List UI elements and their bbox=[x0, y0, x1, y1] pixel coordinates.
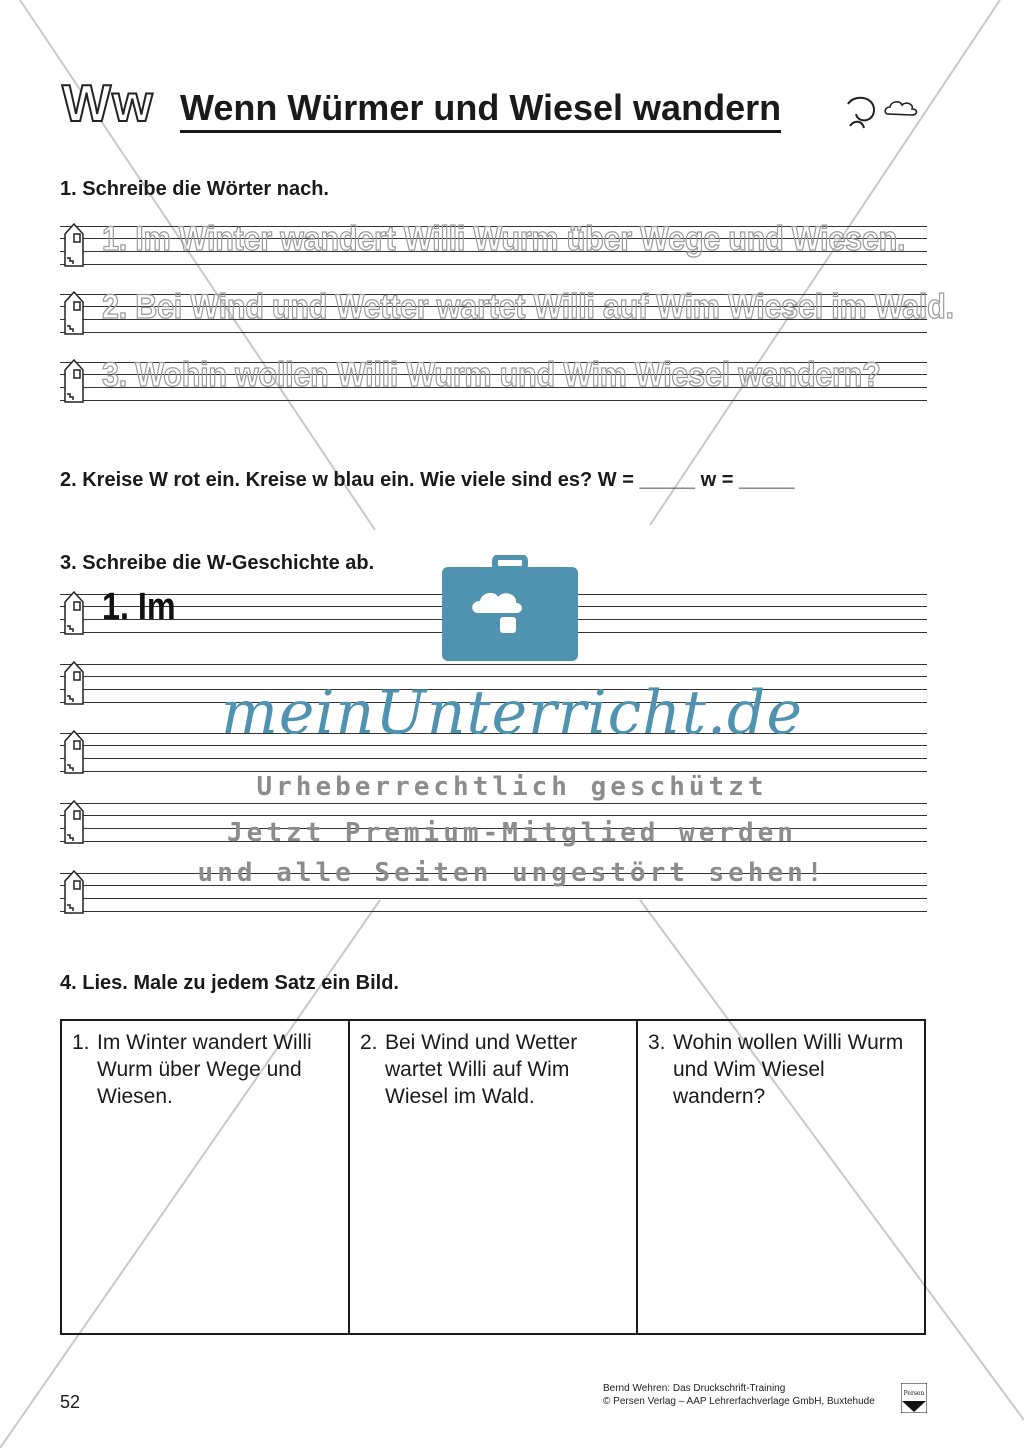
task-3-heading: 3. Schreibe die W-Geschichte ab. bbox=[60, 552, 375, 574]
cell-number: 3. bbox=[648, 1031, 666, 1054]
task-4-heading: 4. Lies. Male zu jedem Satz ein Bild. bbox=[60, 972, 399, 994]
picture-cell-3[interactable] bbox=[636, 1021, 924, 1333]
cell-sentence: Bei Wind und Wetter wartet Willi auf Wim Wiesel im Wald. bbox=[385, 1031, 578, 1108]
task-1-heading: 1. Schreibe die Wörter nach. bbox=[60, 178, 329, 200]
briefcase-icon bbox=[440, 555, 580, 663]
picture-cell-2[interactable] bbox=[348, 1021, 636, 1333]
wind-icon bbox=[848, 98, 874, 128]
alphabet-letters: Ww bbox=[62, 75, 154, 133]
credit-line-2: © Persen Verlag – AAP Lehrerfachverlage GmbH, Buxtehude bbox=[603, 1396, 875, 1407]
house-icon bbox=[62, 358, 86, 404]
watermark-copyright: Urheberrechtlich geschützt bbox=[256, 772, 768, 802]
watermark-premium-line-2: und alle Seiten ungestört sehen! bbox=[197, 858, 827, 888]
trace-line-1[interactable] bbox=[60, 220, 927, 264]
task-2-heading: 2. Kreise W rot ein. Kreise w blau ein. Wie viele sind es? W = _____ w = _____ bbox=[60, 469, 795, 491]
watermark-premium-line-1: Jetzt Premium-Mitglied werden bbox=[227, 818, 797, 848]
cell-sentence: Im Winter wandert Willi Wurm über Wege und Wiesen. bbox=[97, 1031, 312, 1108]
credit-line-1: Bernd Wehren: Das Druckschrift-Training bbox=[603, 1383, 786, 1394]
picture-cell-1[interactable] bbox=[62, 1021, 348, 1333]
house-icon bbox=[62, 590, 86, 636]
trace-line-2[interactable] bbox=[60, 288, 954, 332]
trace-line-3[interactable] bbox=[60, 356, 927, 400]
cell-number: 1. bbox=[72, 1031, 90, 1054]
copy-starter-text: 1. Im bbox=[102, 586, 176, 628]
cell-sentence: Wohin wollen Willi Wurm und Wim Wiesel wandern? bbox=[673, 1031, 904, 1108]
trace-text: 1. Im Winter wandert Willi Wurm über Wege und Wiesen. bbox=[102, 220, 906, 258]
trace-text: 2. Bei Wind und Wetter wartet Willi auf Wim Wiesel im Wald. bbox=[102, 288, 954, 326]
cloud-icon bbox=[885, 102, 916, 115]
watermark-brand: meinUnterricht.de bbox=[221, 678, 803, 748]
house-icon bbox=[62, 290, 86, 336]
page-title: Wenn Würmer und Wiesel wandern bbox=[180, 88, 781, 133]
page-number: 52 bbox=[60, 1392, 81, 1412]
publisher-name: Persen bbox=[903, 1390, 925, 1397]
trace-text: 3. Wohin wollen Willi Wurm und Wim Wiesel wandern? bbox=[102, 356, 881, 394]
weather-icons bbox=[840, 90, 922, 132]
cell-number: 2. bbox=[360, 1031, 378, 1054]
publisher-logo bbox=[901, 1383, 927, 1413]
picture-table bbox=[60, 1019, 926, 1335]
house-icon bbox=[62, 222, 86, 268]
credit-block bbox=[603, 1382, 875, 1408]
